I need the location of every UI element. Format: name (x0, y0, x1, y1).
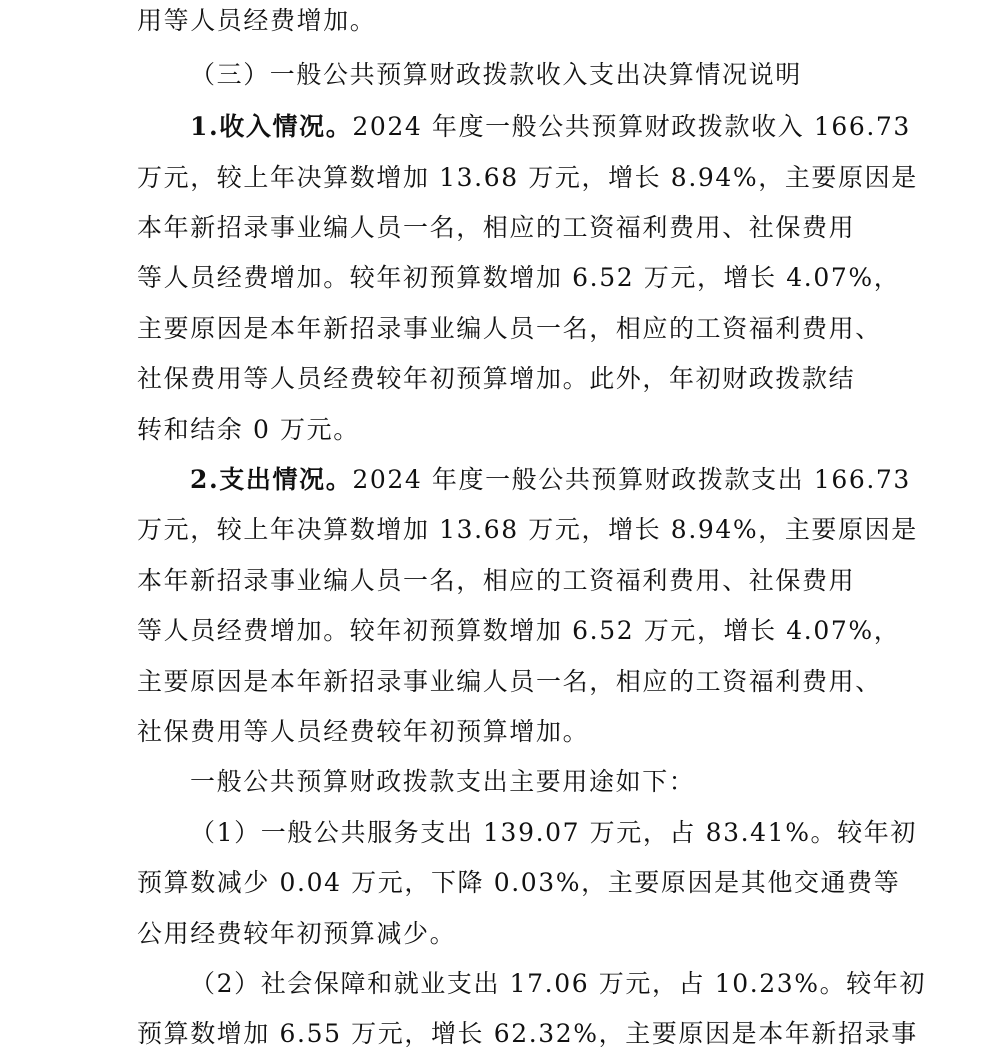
text-line: 万元，较上年决算数增加 13.68 万元，增长 8.94%，主要原因是 (137, 515, 918, 544)
section-heading: （三）一般公共预算财政拨款收入支出决算情况说明 (190, 60, 802, 89)
text-line: 万元，较上年决算数增加 13.68 万元，增长 8.94%，主要原因是 (137, 163, 918, 192)
text-line: （1）一般公共服务支出 139.07 万元，占 83.41%。较年初 (190, 818, 917, 847)
text-line: 预算数减少 0.04 万元，下降 0.03%，主要原因是其他交通费等 (137, 868, 901, 897)
text-line: 本年新招录事业编人员一名，相应的工资福利费用、社保费用 (137, 566, 856, 595)
text-line: 主要原因是本年新招录事业编人员一名，相应的工资福利费用、 (137, 314, 882, 343)
expense-text: 2024 年度一般公共预算财政拨款支出 166.73 (352, 465, 911, 494)
income-text: 2024 年度一般公共预算财政拨款收入 166.73 (352, 112, 911, 141)
text-line: 主要原因是本年新招录事业编人员一名，相应的工资福利费用、 (137, 667, 882, 696)
text-line: 等人员经费增加。较年初预算数增加 6.52 万元，增长 4.07%， (137, 616, 901, 645)
text-line: 等人员经费增加。较年初预算数增加 6.52 万元，增长 4.07%， (137, 263, 901, 292)
text-line: 转和结余 0 万元。 (137, 415, 360, 444)
expense-paragraph-first-line (190, 465, 911, 495)
income-paragraph-first-line (190, 112, 911, 142)
text-line: 用等人员经费增加。 (137, 6, 377, 35)
income-heading: 1.收入情况。 (190, 112, 353, 141)
expense-heading: 2.支出情况。 (190, 465, 353, 494)
text-line: 本年新招录事业编人员一名，相应的工资福利费用、社保费用 (137, 213, 856, 242)
text-line: （2）社会保障和就业支出 17.06 万元，占 10.23%。较年初 (190, 969, 927, 998)
text-line: 社保费用等人员经费较年初预算增加。 (137, 717, 590, 746)
text-line: 一般公共预算财政拨款支出主要用途如下： (190, 767, 696, 796)
text-line: 预算数增加 6.55 万元，增长 62.32%，主要原因是本年新招录事 (137, 1019, 918, 1048)
text-line: 社保费用等人员经费较年初预算增加。此外，年初财政拨款结 (137, 364, 856, 393)
text-line: 公用经费较年初预算减少。 (137, 919, 457, 948)
